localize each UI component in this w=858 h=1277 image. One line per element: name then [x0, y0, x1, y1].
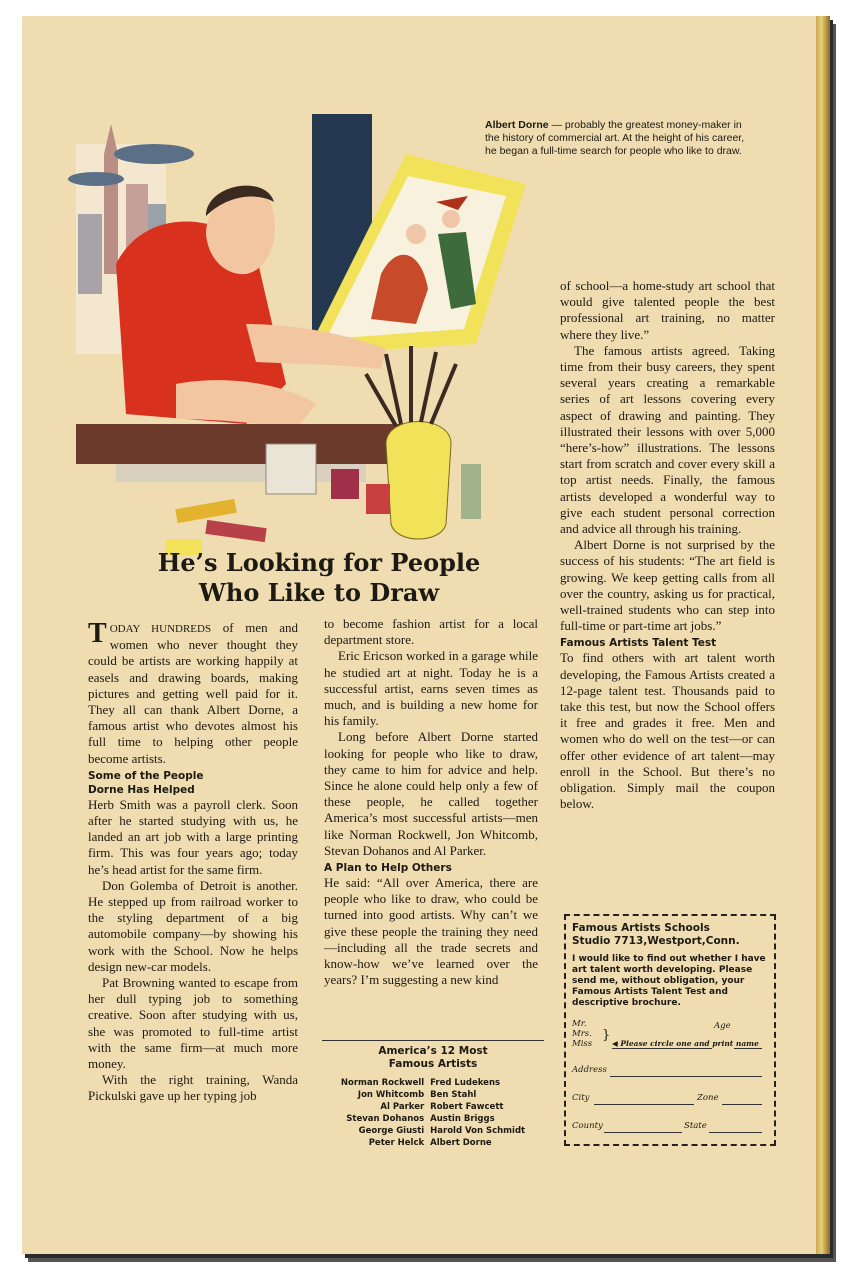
- artist-name: Robert Fawcett: [430, 1102, 504, 1112]
- subhead-plan: A Plan to Help Others: [324, 862, 452, 875]
- spine-edge: [816, 16, 830, 1254]
- headline-line-1: He’s Looking for People: [157, 548, 481, 577]
- city-line: [594, 1104, 694, 1105]
- paragraph-eric-ericson: Eric Ericson worked in a garage while he studied art at night. Today he is a successful artist, earns seven times as much, and is building a new home for his family.: [324, 648, 538, 729]
- famous-artists-list: [322, 1040, 544, 1149]
- artist-illustration: [56, 84, 526, 564]
- artist-name: Fred Ludekens: [430, 1078, 501, 1088]
- paragraph-not-surprised: Albert Dorne is not surprised by the success of his students: “The art field is growing. We keep getting calls from all over the country, asking us for practical, well-trained students who can step into full-time or part-time art jobs.”: [560, 537, 775, 634]
- coupon-state-label: State: [684, 1121, 707, 1131]
- artist-row: [338, 1089, 528, 1101]
- artist-row: [338, 1137, 528, 1149]
- coupon-mrs-label: Mrs.: [572, 1029, 592, 1039]
- coupon-studio-address: Studio 7713,Westport,Conn.: [572, 935, 740, 947]
- article-column-2: [324, 616, 538, 988]
- subhead-talent-test: Famous Artists Talent Test: [560, 637, 717, 650]
- famous-artists-title-2: Famous Artists: [388, 1058, 478, 1070]
- artist-name: Norman Rockwell: [340, 1078, 425, 1088]
- headline: [104, 548, 534, 608]
- coupon-county-label: County: [572, 1121, 603, 1131]
- artist-name: Peter Helck: [368, 1138, 425, 1148]
- artist-name: Austin Briggs: [430, 1114, 495, 1124]
- artist-row: [338, 1101, 528, 1113]
- county-line: [604, 1132, 682, 1133]
- coupon-circle-note-text: Please circle one and print name: [620, 1039, 759, 1048]
- coupon-city-label: City: [572, 1093, 590, 1103]
- coupon-city-field[interactable]: [572, 1093, 768, 1107]
- subhead-people-2: Dorne Has Helped: [88, 783, 195, 796]
- state-line: [709, 1132, 762, 1133]
- article-column-3: [560, 278, 775, 813]
- artist-name: Al Parker: [380, 1102, 425, 1112]
- artist-row: [338, 1113, 528, 1125]
- artist-name: George Giusti: [358, 1126, 425, 1136]
- artist-name: Jon Whitcomb: [357, 1090, 425, 1100]
- artist-row: [338, 1077, 528, 1089]
- coupon-county-field[interactable]: [572, 1121, 768, 1135]
- article-column-1: [88, 620, 298, 1105]
- caption-name: Albert Dorne: [485, 119, 549, 131]
- artist-name: Ben Stahl: [430, 1090, 477, 1100]
- address-line: [610, 1076, 762, 1077]
- coupon-age-label: Age: [714, 1021, 731, 1031]
- paragraph-he-said: He said: “All over America, there are people who like to draw, who could be turned into good artists. Why can’t we give these people the training they need—including all the trade secrets and know-how we’ve learned over the years? I’m suggesting a new kind: [324, 875, 538, 988]
- famous-artists-title-1: America’s 12 Most: [378, 1045, 488, 1057]
- coupon-zone-label: Zone: [697, 1093, 719, 1103]
- coupon-address-label: Address: [572, 1065, 607, 1075]
- artist-name: Albert Dorne: [430, 1138, 492, 1148]
- coupon-mr-label: Mr.: [572, 1019, 587, 1029]
- coupon-school-name: Famous Artists Schools: [572, 922, 710, 934]
- paragraph-long-before: Long before Albert Dorne started looking for people who like to draw, they came to him for advice and help. Since he alone could help only a few of these people, he called together America’s most successful artists—men like Norman Rockwell, Jon Whitcomb, Stevan Dohanos and Al Parker.: [324, 729, 538, 858]
- comic-back-cover-page: [22, 16, 830, 1254]
- paragraph-wanda: With the right training, Wanda Pickulski gave up her typing job: [88, 1072, 298, 1104]
- artist-name: Stevan Dohanos: [346, 1114, 425, 1124]
- paragraph-pat-browning: Pat Browning wanted to escape from her dull typing job to something creative. Soon after studying with us, she was promoted to full-time artist with the same firm—at much more money.: [88, 975, 298, 1072]
- paragraph-of-school: of school—a home-study art school that would give talented people the best professional art training, no matter where they live.”: [560, 278, 775, 342]
- drop-cap: T: [88, 618, 107, 649]
- intro-paragraph: [88, 620, 298, 767]
- zone-line: [722, 1104, 762, 1105]
- paragraph-talent-test: To find others with art talent worth developing, the Famous Artists created a 12-page talent test. Thousands paid to take this test, but now the School offers it free and grades it free. Men and women who do well on the test—or can offer other evidence of art talent—may enroll in the School. But there’s no obligation. Simply mail the coupon below.: [560, 650, 775, 812]
- paragraph-herb-smith: Herb Smith was a payroll clerk. Soon after he started studying with us, he landed an art job with a large printing firm. This was four years ago; today he’s head artist for the same firm.: [88, 796, 298, 877]
- coupon-name-field[interactable]: [572, 1019, 768, 1051]
- intro-text: of men and women who never thought they could be artists are working happily at easels and drawing boards, making pictures and getting well paid for it. They all can thank Albert Dorne, a famous artist who devotes almost his full time to helping other people become artists.: [88, 620, 298, 766]
- coupon-miss-label: Miss: [572, 1039, 593, 1049]
- coupon-circle-note: ◀ Please circle one and print name: [612, 1039, 759, 1048]
- intro-smallcaps: ODAY HUNDREDS: [109, 623, 212, 635]
- brace-icon: }: [602, 1028, 611, 1043]
- subhead-people-1: Some of the People: [88, 769, 204, 782]
- mail-coupon[interactable]: [564, 914, 776, 1146]
- coupon-request-text: I would like to find out whether I have art talent worth developing. Please send me, without obligation, your Famous Artists Talent Test and descriptive brochure.: [572, 954, 766, 1008]
- headline-line-2: Who Like to Draw: [198, 578, 440, 607]
- artist-row: [338, 1125, 528, 1137]
- coupon-address-field[interactable]: [572, 1065, 768, 1079]
- caption-text: — probably the greatest money-maker in the history of commercial art. At the height of his career, he began a full-time search for people who like to draw.: [485, 119, 745, 157]
- illustration-caption: [485, 119, 755, 158]
- paragraph-artists-agreed: The famous artists agreed. Taking time from their busy careers, they spent several years creating a remarkable series of art lessons covering every aspect of drawing and painting. They illustrated their lessons with over 5,000 “here’s-how” illustrations. The lessons start from scratch and cover every skill a top artist needs. Finally, the famous artists developed a wonderful way to give each student personal correction and advice all through his training.: [560, 342, 775, 537]
- paragraph-don-golemba: Don Golemba of Detroit is another. He stepped up from railroad worker to the styling department of a big automobile company—by showing his work with the School. Now he helps design new-car models.: [88, 877, 298, 974]
- famous-artists-table: [338, 1077, 528, 1149]
- artist-name: Harold Von Schmidt: [430, 1126, 526, 1136]
- paragraph-wanda-cont: to become fashion artist for a local department store.: [324, 616, 538, 648]
